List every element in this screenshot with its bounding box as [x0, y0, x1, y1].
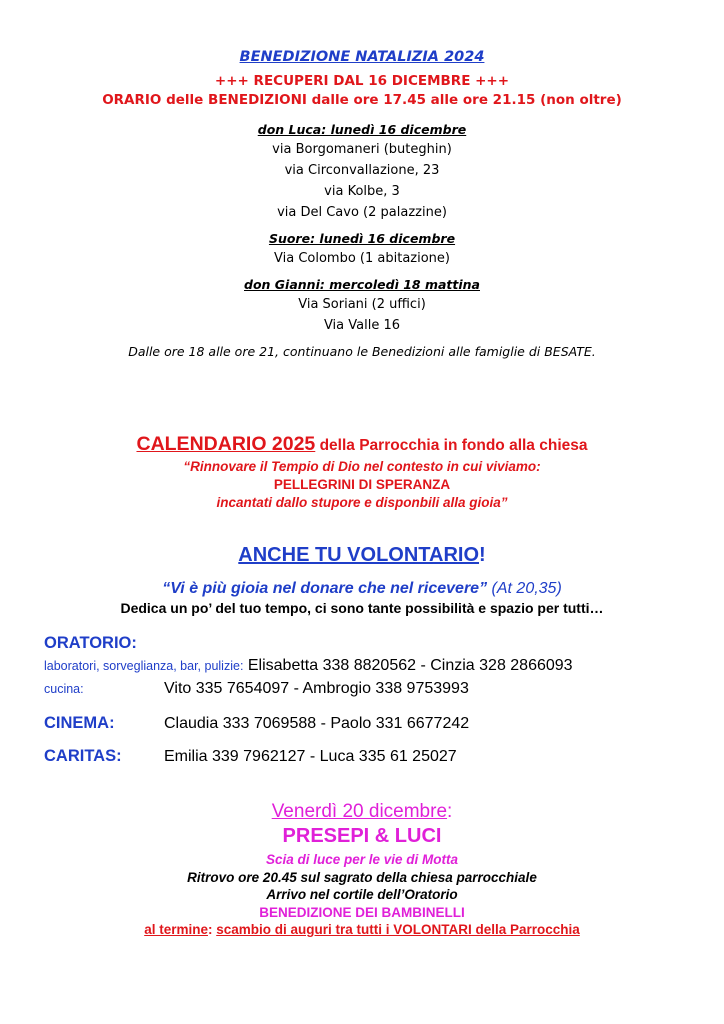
recuperi-line: +++ RECUPERI DAL 16 DICEMBRE +++ — [214, 73, 510, 89]
volontario-subtitle: Dedica un po’ del tuo tempo, ci sono tante possibilità e spazio per tutti… — [120, 600, 604, 616]
street-item: Via Valle 16 — [323, 318, 401, 333]
presepi-line-5a: al termine — [144, 922, 208, 937]
presepi-date-text: Venerdì 20 dicembre — [271, 801, 448, 822]
benedizione-title: BENEDIZIONE NATALIZIA 2024 — [239, 49, 485, 65]
calendario-quote-2: PELLEGRINI DI SPERANZA — [273, 477, 451, 492]
presepi-section — [0, 800, 724, 939]
cinema-row — [44, 714, 469, 733]
volontario-quote-text: “Vi è più gioia nel donare che nel ricevere” — [162, 580, 488, 597]
street-item: via Circonvallazione, 23 — [284, 163, 440, 178]
street-item: via Del Cavo (2 palazzine) — [277, 205, 447, 220]
cinema-label: CINEMA: — [44, 714, 115, 732]
presepi-date — [0, 800, 724, 824]
lab-label: laboratori, sorveglianza, bar, pulizie: — [44, 659, 244, 673]
presepi-line-3: Arrivo nel cortile dell’Oratorio — [266, 887, 458, 902]
street-item: Via Colombo (1 abitazione) — [274, 251, 450, 266]
presepi-line-5c: scambio di auguri tra tutti i VOLONTARI della Parrocchia — [216, 922, 580, 937]
calendario-title — [0, 432, 724, 458]
presepi-date-colon: : — [447, 801, 453, 822]
presepi-line-1: Scia di luce per le vie di Motta — [265, 852, 459, 867]
cucina-label: cucina: — [44, 682, 84, 696]
volontario-title-mark: ! — [479, 544, 486, 566]
presepi-line-2: Ritrovo ore 20.45 sul sagrato della chiesa parrocchiale — [187, 869, 537, 885]
calendario-section — [0, 432, 724, 512]
calendario-quote-1: “Rinnovare il Tempio di Dio nel contesto in cui viviamo: — [183, 459, 541, 474]
cinema-contacts: Claudia 333 7069588 - Paolo 331 6677242 — [164, 715, 470, 732]
oratorio-cucina-row — [44, 680, 469, 698]
oratorio-label-row — [44, 634, 137, 653]
group-header-luca: don Luca: lunedì 16 dicembre — [257, 122, 467, 137]
caritas-row — [44, 747, 457, 766]
benedizione-section — [0, 46, 724, 362]
volontario-title — [0, 542, 724, 568]
caritas-contacts: Emilia 339 7962127 - Luca 335 61 25027 — [164, 748, 457, 765]
calendario-title-main: CALENDARIO 2025 — [136, 433, 316, 455]
cucina-contacts: Vito 335 7654097 - Ambrogio 338 9753993 — [164, 680, 469, 697]
presepi-title: PRESEPI & LUCI — [282, 825, 442, 847]
calendario-title-rest: della Parrocchia in fondo alla chiesa — [315, 437, 588, 454]
oratorio-label: ORATORIO: — [44, 634, 137, 652]
orario-line: ORARIO delle BENEDIZIONI dalle ore 17.45 alle ore 21.15 (non oltre) — [102, 92, 622, 108]
volontario-quote-ref: (At 20,35) — [487, 580, 562, 597]
group-header-gianni: don Gianni: mercoledì 18 mattina — [244, 277, 480, 292]
oratorio-lab-row — [44, 657, 573, 675]
presepi-line-5 — [0, 921, 724, 939]
volontario-title-text: ANCHE TU VOLONTARIO — [238, 544, 480, 566]
street-item: via Borgomaneri (buteghin) — [272, 142, 452, 157]
street-item: via Kolbe, 3 — [324, 184, 400, 199]
lab-contacts: Elisabetta 338 8820562 - Cinzia 328 2866093 — [247, 657, 573, 674]
calendario-quote-3: incantati dallo stupore e disponbili alla gioia” — [216, 495, 508, 510]
volontario-quote — [0, 579, 724, 599]
presepi-line-4: BENEDIZIONE DEI BAMBINELLI — [259, 904, 465, 920]
caritas-label: CARITAS: — [44, 747, 122, 765]
besate-note: Dalle ore 18 alle ore 21, continuano le Benedizioni alle famiglie di BESATE. — [128, 344, 596, 359]
group-header-suore: Suore: lunedì 16 dicembre — [268, 231, 456, 246]
volontario-section — [0, 542, 724, 617]
street-item: Via Soriani (2 uffici) — [298, 297, 426, 312]
presepi-line-5b: : — [207, 922, 217, 937]
